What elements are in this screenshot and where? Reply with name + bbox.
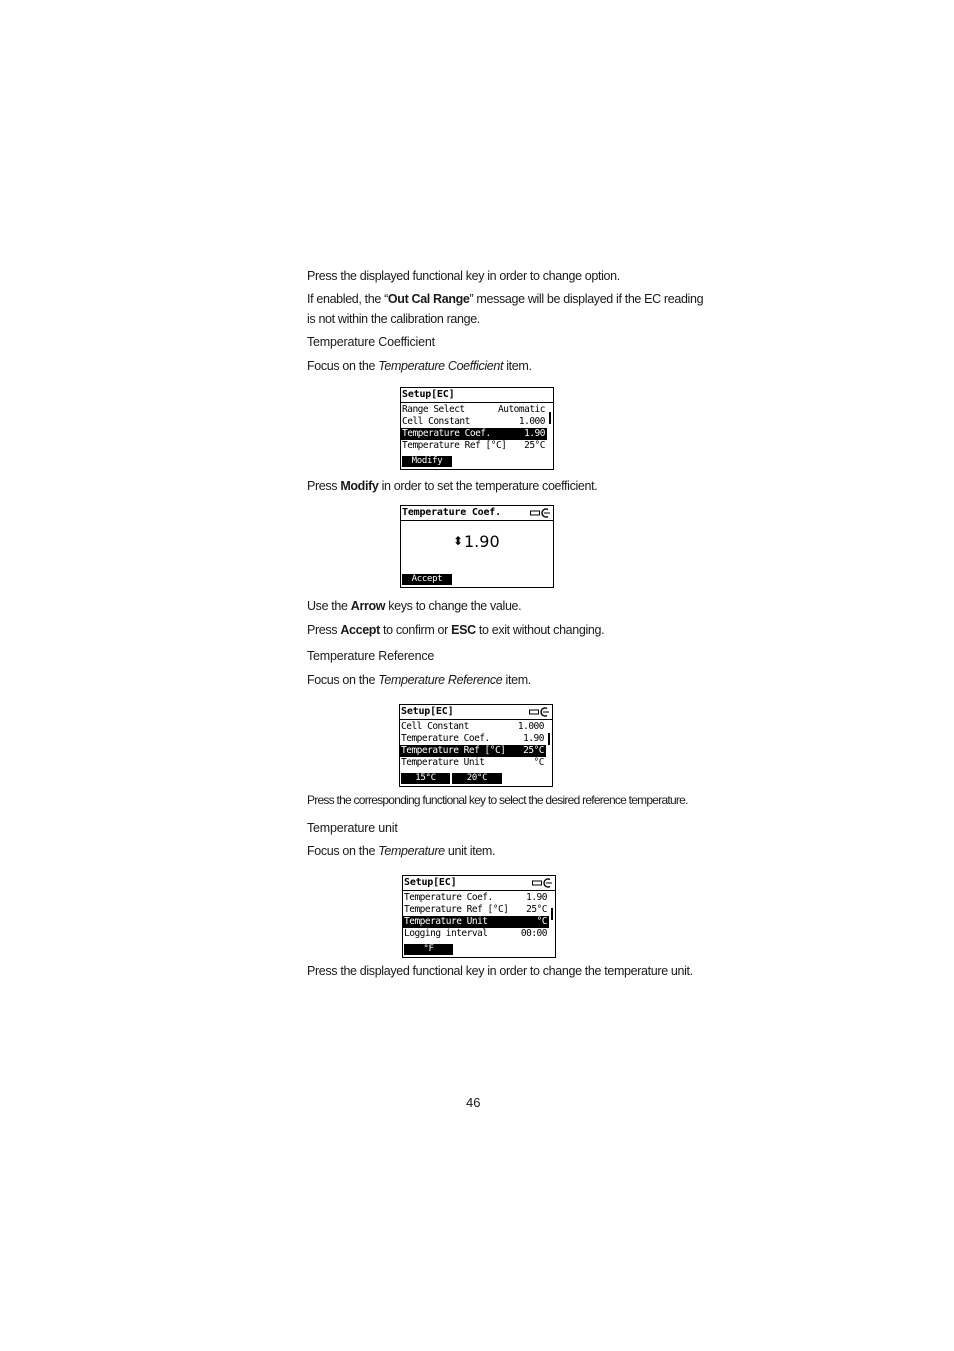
row-label: Temperature Coef. xyxy=(402,428,491,439)
row-value: 25°C xyxy=(526,904,547,915)
lcd-screen-setup-unit xyxy=(402,875,556,958)
scrollbar-thumb xyxy=(548,733,550,745)
modify-key: Modify xyxy=(402,456,452,467)
section-heading: Temperature Reference xyxy=(307,649,435,663)
lcd-screen-setup-ref xyxy=(399,704,553,787)
paragraph xyxy=(307,961,693,981)
paragraph xyxy=(307,596,521,616)
plug-icon xyxy=(532,878,552,888)
section-heading: Temperature unit xyxy=(307,821,398,835)
text: Press the displayed functional key in order to change option. xyxy=(307,269,620,283)
divider xyxy=(401,402,553,403)
paragraph xyxy=(307,309,480,329)
paragraph xyxy=(307,620,604,640)
arrow-keys-icon: ⬍ xyxy=(453,534,464,548)
row-value: Automatic xyxy=(498,404,545,415)
setting-row-selected xyxy=(400,745,546,757)
italic-text: Temperature Reference xyxy=(378,673,503,687)
screen-title: Setup[EC] xyxy=(402,389,455,400)
text: Use the xyxy=(307,599,351,613)
row-value: 00:00 xyxy=(520,928,547,939)
plug-icon xyxy=(530,508,550,518)
text: Press xyxy=(307,479,341,493)
text: Press xyxy=(307,623,341,637)
row-label: Temperature Ref [°C] xyxy=(402,440,507,451)
screen-title: Setup[EC] xyxy=(401,706,454,717)
divider xyxy=(401,520,553,521)
paragraph xyxy=(307,790,688,810)
setting-row-selected xyxy=(401,428,547,440)
screen-title: Setup[EC] xyxy=(404,877,457,888)
plug-icon xyxy=(529,707,549,717)
row-label: Temperature Unit xyxy=(404,916,488,927)
setting-row-selected xyxy=(403,916,549,928)
page-number: 46 xyxy=(466,1095,481,1110)
accept-key: Accept xyxy=(402,574,452,585)
setting-row xyxy=(401,404,547,416)
bold-text: Out Cal Range xyxy=(387,292,470,306)
text: unit item. xyxy=(444,844,496,858)
row-value: 1.000 xyxy=(517,721,544,732)
coefficient-value: 1.90 xyxy=(464,532,500,551)
paragraph xyxy=(307,266,620,286)
setting-row xyxy=(403,892,549,904)
text: Focus on the xyxy=(307,673,379,687)
text: Press the displayed functional key in order to change the temperature unit. xyxy=(307,964,693,978)
fahrenheit-key: °F xyxy=(404,944,453,955)
setting-row xyxy=(401,416,547,428)
reference-15-key: 15°C xyxy=(401,773,450,784)
text: keys to change the value. xyxy=(385,599,522,613)
divider xyxy=(400,719,552,720)
text: to exit without changing. xyxy=(475,623,605,637)
row-value: 1.90 xyxy=(524,428,545,439)
row-label: Temperature Ref [°C] xyxy=(404,904,509,915)
lcd-screen-temp-coef xyxy=(400,505,554,588)
text: If enabled, the “ xyxy=(307,292,388,306)
text: Focus on the xyxy=(307,359,379,373)
text: item. xyxy=(502,673,531,687)
row-value: 1.90 xyxy=(526,892,547,903)
setting-row xyxy=(403,928,549,940)
paragraph xyxy=(307,356,532,376)
text: ” message will be displayed if the EC reading xyxy=(469,292,704,306)
setting-row xyxy=(400,733,546,745)
text: Press the corresponding functional key to select the desired reference temperature. xyxy=(307,793,688,807)
setting-row xyxy=(403,904,549,916)
row-label: Temperature Coef. xyxy=(401,733,490,744)
scrollbar-thumb xyxy=(551,908,553,920)
scrollbar-thumb xyxy=(549,412,551,424)
lcd-screen-setup xyxy=(400,387,554,470)
row-value: 25°C xyxy=(523,745,544,756)
row-label: Temperature Unit xyxy=(401,757,485,768)
bold-text: Accept xyxy=(340,623,380,637)
row-value: 1.000 xyxy=(518,416,545,427)
setting-row xyxy=(400,721,546,733)
section-heading: Temperature Coefficient xyxy=(307,335,435,349)
paragraph xyxy=(307,670,531,690)
text: is not within the calibration range. xyxy=(307,312,480,326)
divider xyxy=(403,890,555,891)
setting-row xyxy=(400,757,546,769)
text: to confirm or xyxy=(379,623,452,637)
screen-title: Temperature Coef. xyxy=(402,507,501,518)
text: Focus on the xyxy=(307,844,379,858)
row-label: Cell Constant xyxy=(402,416,470,427)
paragraph xyxy=(307,289,703,309)
row-label: Temperature Ref [°C] xyxy=(401,745,506,756)
row-value: 1.90 xyxy=(523,733,544,744)
row-value: 25°C xyxy=(524,440,545,451)
row-value: °C xyxy=(536,916,547,927)
reference-20-key: 20°C xyxy=(452,773,502,784)
row-label: Logging interval xyxy=(404,928,488,939)
bold-text: Arrow xyxy=(350,599,386,613)
paragraph xyxy=(307,841,495,861)
row-label: Temperature Coef. xyxy=(404,892,493,903)
paragraph xyxy=(307,476,597,496)
row-value: °C xyxy=(533,757,544,768)
row-label: Cell Constant xyxy=(401,721,469,732)
bold-text: Modify xyxy=(340,479,379,493)
italic-text: Temperature xyxy=(378,844,445,858)
text: item. xyxy=(503,359,532,373)
row-label: Range Select xyxy=(402,404,465,415)
italic-text: Temperature Coefficient xyxy=(378,359,504,373)
text: in order to set the temperature coefficient. xyxy=(378,479,598,493)
setting-row xyxy=(401,440,547,452)
bold-text: ESC xyxy=(451,623,476,637)
